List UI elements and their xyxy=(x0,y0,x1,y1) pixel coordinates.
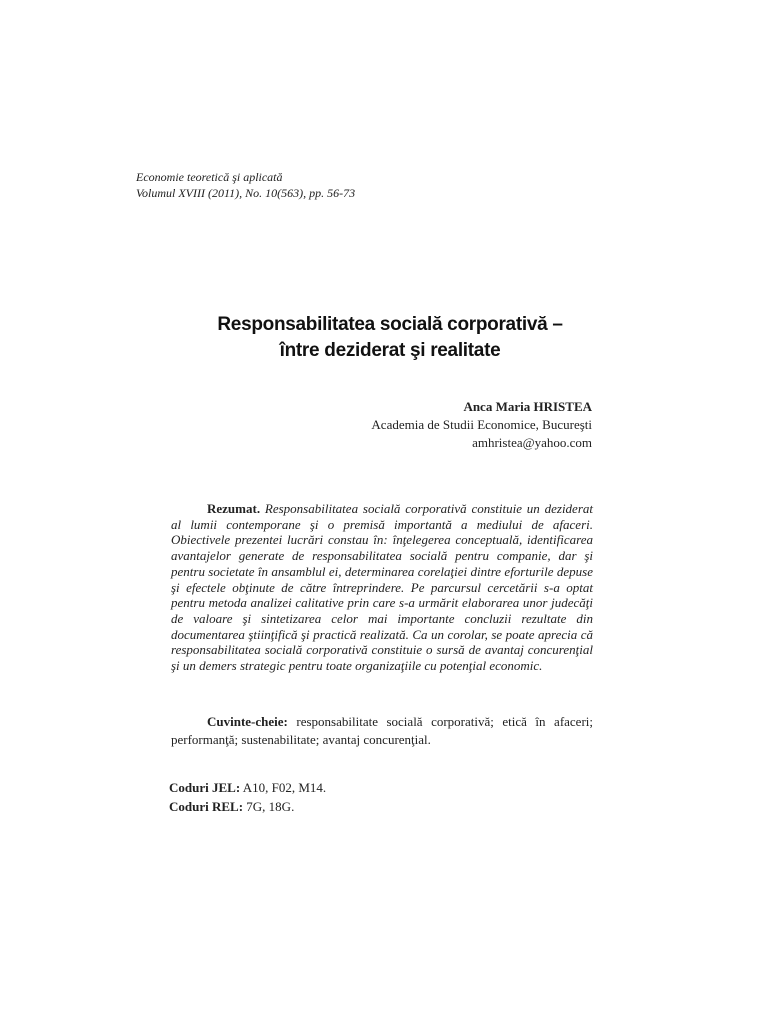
paper-title-line-1: Responsabilitatea socială corporativă – xyxy=(217,314,563,335)
classification-codes xyxy=(169,778,326,816)
paper-title-line-2: între deziderat şi realitate xyxy=(279,340,501,361)
keywords-label: Cuvinte-cheie: xyxy=(207,714,288,729)
author-affiliation: Academia de Studii Economice, Bucureşti xyxy=(371,417,592,432)
keywords xyxy=(171,713,593,749)
rel-codes xyxy=(169,797,326,816)
abstract xyxy=(171,501,593,674)
journal-citation xyxy=(136,169,355,201)
author-name: Anca Maria HRISTEA xyxy=(463,399,592,414)
rel-label: Coduri REL: xyxy=(169,799,244,814)
journal-name: Economie teoretică şi aplicată xyxy=(136,170,283,184)
paper-title xyxy=(140,312,640,364)
abstract-text: Responsabilitatea socială corporativă constituie un deziderat al lumii contemporane şi o premisă importantă a mediului de afaceri. Obiectivele prezentei lucrări constau în: înţelegerea conceptuală, identificarea avantajelor generate de responsabilitatea socială pentru companie, dar şi pentru societate în ansamblul ei, determinarea corelaţiei dintre eforturile depuse şi efectele obţinute de către întreprindere. Pe parcursul cercetării s-a optat pentru metoda analizei calitative prin care s-a urmărit elaborarea unor judecăţi de valoare şi sintetizarea celor mai importante concluzii rezultate din documentarea ştiinţifică şi practică realizată. Ca un corolar, se poate aprecia că responsabilitatea socială corporativă constituie o sursă de avantaj concurenţial şi un demers strategic pentru toate organizaţiile cu potenţial economic. xyxy=(171,501,594,674)
abstract-label: Rezumat. xyxy=(207,501,261,516)
author-block xyxy=(371,398,592,452)
jel-label: Coduri JEL: xyxy=(169,780,241,795)
rel-value: 7G, 18G. xyxy=(246,799,295,814)
jel-codes xyxy=(169,778,326,797)
jel-value: A10, F02, M14. xyxy=(242,780,327,795)
journal-volume: Volumul XVIII (2011), No. 10(563), pp. 56-73 xyxy=(136,186,356,200)
author-email: amhristea@yahoo.com xyxy=(472,435,592,450)
keywords-text: responsabilitate socială corporativă; etică în afaceri; performanţă; sustenabilitate; avantaj concurenţial. xyxy=(171,714,594,747)
